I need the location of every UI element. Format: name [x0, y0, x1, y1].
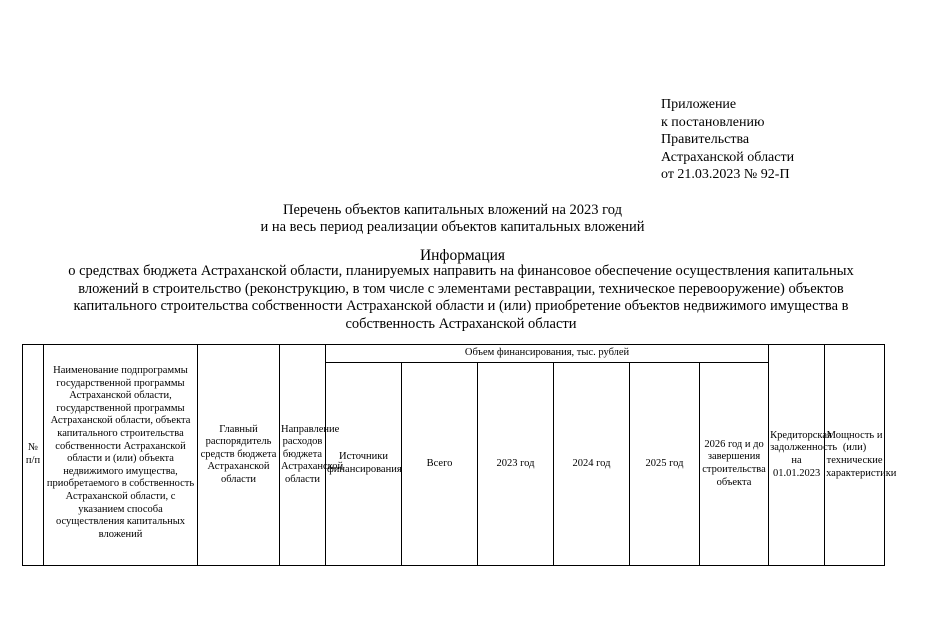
header-budget-manager: Главный распорядитель средств бюджета Астраханской области: [198, 345, 280, 566]
info-text: о средствах бюджета Астраханской области, планируемых направить на финансовое обеспечение осуществления капитальных вложений в строительство (реконструкцию, в том числе с элементами реставрации, техническое перевооружение) объектов капитального строительства собственности Астраханской области и (или) приобретение объектов недвижимого имущества в собственность Астраханской области: [68, 263, 854, 332]
header-capacity: Мощность и (или) технические характеристики: [825, 345, 885, 566]
document-title-line-1: Перечень объектов капитальных вложений на 2023 год: [283, 202, 622, 218]
annex-line-1: Приложение: [661, 97, 737, 112]
header-object-name: Наименование подпрограммы государственной программы Астраханской области, государственной программы Астраханской области, объекта капитального строительства собственности Астраханской области и (или) объекта недвижимого имущества, приобретаемого в собственность Астраханской области, с указанием способа осуществления капитальных вложений: [44, 345, 198, 566]
annex-line-3: Правительства: [661, 132, 750, 147]
header-year-2025: 2025 год: [630, 363, 700, 566]
annex-date-line: от 21.03.2023 № 92-П: [661, 167, 790, 182]
header-funding-sources: Источники финансирования: [326, 363, 402, 566]
annex-line-2: к постановлению: [661, 114, 765, 130]
annex-block: [661, 96, 794, 184]
header-num: № п/п: [23, 345, 44, 566]
header-total: Всего: [402, 363, 478, 566]
header-creditor-debt: Кредиторская задолженность на 01.01.2023: [769, 345, 825, 566]
info-heading: Информация: [419, 247, 506, 264]
header-funding-volume: Объем финансирования, тыс. рублей: [326, 345, 769, 363]
header-year-2024: 2024 год: [554, 363, 630, 566]
header-expense-direction: Направление расходов бюджета Астраханской области: [280, 345, 326, 566]
capital-investment-table: [22, 344, 897, 566]
header-year-2023: 2023 год: [478, 363, 554, 566]
annex-line-4: Астраханской области: [661, 149, 795, 165]
document-title-line-2: и на весь период реализации объектов капитальных вложений: [260, 219, 645, 235]
header-year-2026-plus: 2026 год и до завершения строительства объекта: [700, 363, 769, 566]
